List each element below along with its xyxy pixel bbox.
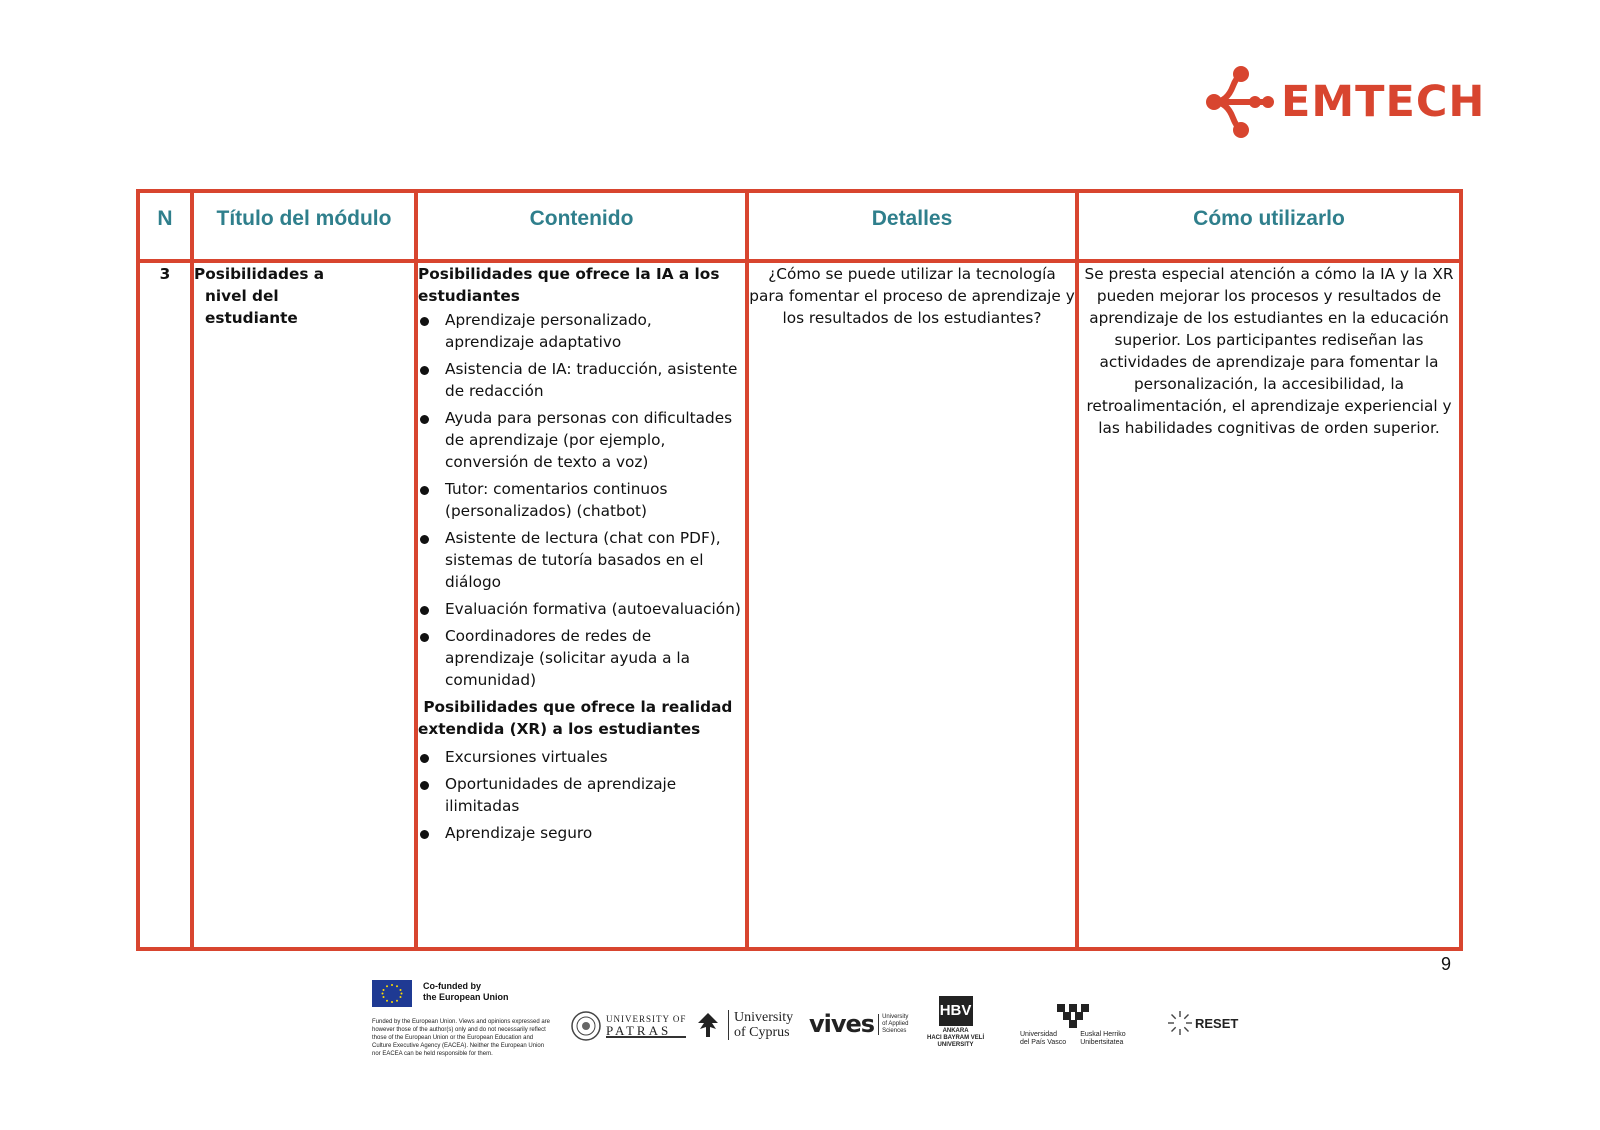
bullet-icon xyxy=(420,633,429,642)
list-item: Asistente de lectura (chat con PDF), sistemas de tutoría basados en el diálogo xyxy=(418,527,745,593)
molecule-icon xyxy=(1205,66,1275,138)
bullet-icon xyxy=(420,415,429,424)
header-content: Contenido xyxy=(416,191,747,261)
cell-n: 3 xyxy=(138,261,192,949)
header-details: Detalles xyxy=(747,191,1077,261)
list-item: Tutor: comentarios continuos (personalizados) (chatbot) xyxy=(418,478,745,522)
list-item: Aprendizaje seguro xyxy=(418,822,745,844)
university-of-patras-logo: UNIVERSITY OF PATRAS xyxy=(570,1010,686,1042)
list-item: Ayuda para personas con dificultades de aprendizaje (por ejemplo, conversión de texto a voz) xyxy=(418,407,745,473)
content-list xyxy=(418,746,745,844)
reset-burst-icon xyxy=(1167,1010,1193,1036)
upv-ehu-logo: Universidad del País Vasco Euskal Herriko Unibertsitatea xyxy=(1020,1002,1126,1047)
ankara-hbv-university-logo: HBV ANKARA HACI BAYRAM VELİ UNIVERSITY xyxy=(927,996,984,1049)
list-item: Asistencia de IA: traducción, asistente de redacción xyxy=(418,358,745,402)
emtech-logo xyxy=(1205,66,1485,138)
vives-logo: vives University of Applied Sciences xyxy=(809,1010,909,1038)
content-section-title: Posibilidades que ofrece la IA a los estudiantes xyxy=(418,265,720,305)
cell-details: ¿Cómo se puede utilizar la tecnología para fomentar el proceso de aprendizaje y los resultados de los estudiantes? xyxy=(747,261,1077,949)
bullet-icon xyxy=(420,366,429,375)
title-line: estudiante xyxy=(205,309,298,327)
bullet-icon xyxy=(420,486,429,495)
bullet-icon xyxy=(420,535,429,544)
ehu-emblem-icon xyxy=(1055,1002,1091,1028)
cyprus-tree-icon xyxy=(694,1011,722,1039)
content-list xyxy=(418,309,745,691)
bullet-icon xyxy=(420,781,429,790)
bullet-icon xyxy=(420,317,429,326)
list-item: Evaluación formativa (autoevaluación) xyxy=(418,598,745,620)
header-n: N xyxy=(138,191,192,261)
header-how: Cómo utilizarlo xyxy=(1077,191,1461,261)
brand-name: EMTECH xyxy=(1281,76,1486,127)
bullet-icon xyxy=(420,606,429,615)
eu-flag-icon xyxy=(372,980,412,1007)
header-row xyxy=(138,191,1461,261)
university-of-cyprus-logo: University of Cyprus xyxy=(694,1010,793,1040)
header-title: Título del módulo xyxy=(192,191,416,261)
content-section-title: Posibilidades que ofrece la realidad extendida (XR) a los estudiantes xyxy=(418,698,738,738)
eu-cofunded-text: Co-funded by the European Union xyxy=(423,981,509,1002)
hbv-mark: HBV xyxy=(939,996,973,1026)
list-item: Aprendizaje personalizado, aprendizaje adaptativo xyxy=(418,309,745,353)
list-item: Excursiones virtuales xyxy=(418,746,745,768)
bullet-icon xyxy=(420,754,429,763)
cell-module-title xyxy=(192,261,416,949)
module-table xyxy=(136,189,1463,951)
bullet-icon xyxy=(420,830,429,839)
list-item: Coordinadores de redes de aprendizaje (solicitar ayuda a la comunidad) xyxy=(418,625,745,691)
title-line: Posibilidades a xyxy=(194,265,325,283)
page-number: 9 xyxy=(1441,954,1452,974)
cell-content xyxy=(416,261,747,949)
title-line: nivel del xyxy=(205,287,279,305)
footer xyxy=(372,980,1252,1080)
cell-how-to-use: Se presta especial atención a cómo la IA y la XR pueden mejorar los procesos y resultados de aprendizaje de los estudiantes en la educación superior. Los participantes rediseñan las actividades de aprendizaje para fomentar la personalización, la accesibilidad, la retroalimentación, el aprendizaje experiencial y las habilidades cognitivas de orden superior. xyxy=(1077,261,1461,949)
table-row xyxy=(138,261,1461,949)
reset-logo: RESET xyxy=(1167,1010,1238,1036)
list-item: Oportunidades de aprendizaje ilimitadas xyxy=(418,773,745,817)
patras-seal-icon xyxy=(570,1010,602,1042)
eu-disclaimer: Funded by the European Union. Views and opinions expressed are however those of the author(s) only and do not necessarily reflect those of the European Union or the European Education and Culture Executive Agency (EACEA). Neither the European Union nor EACEA can be held responsible for them. xyxy=(372,1019,551,1057)
